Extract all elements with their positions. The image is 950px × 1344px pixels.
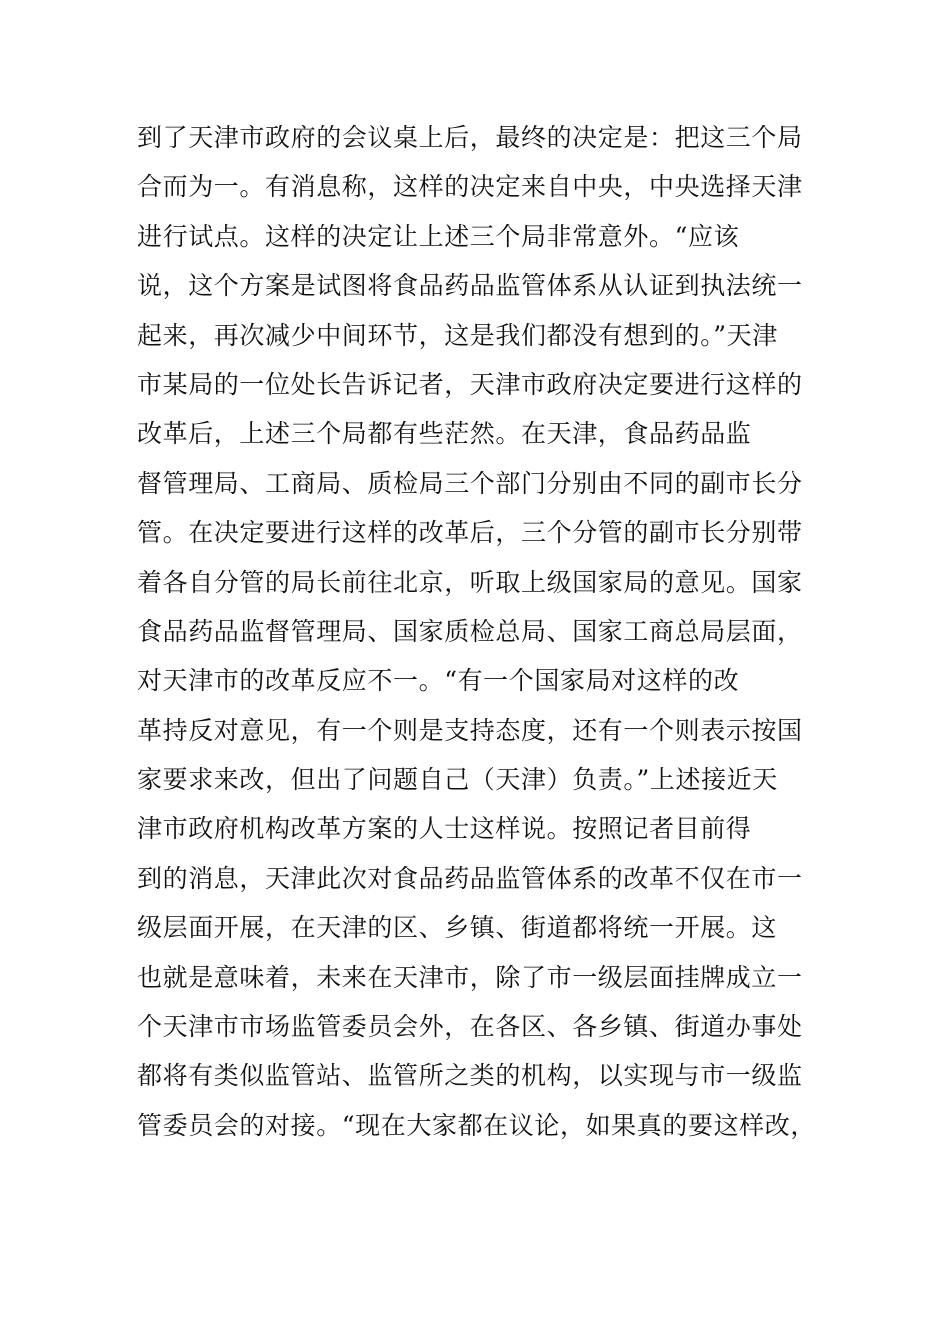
text-line: 进行试点。这样的决定让上述三个局非常意外。“应该 (137, 221, 740, 251)
text-line: 革持反对意见，有一个则是支持态度，还有一个则表示按国 (137, 715, 803, 745)
text-line: 督管理局、工商局、质检局三个部门分别由不同的副市长分 (137, 468, 803, 498)
text-line: 市某局的一位处长告诉记者，天津市政府决定要进行这样的 (137, 369, 803, 399)
text-line: 管。在决定要进行这样的改革后，三个分管的副市长分别带 (137, 518, 803, 548)
text-line: 对天津市的改革反应不一。“有一个国家局对这样的改 (137, 666, 740, 696)
text-line: 起来，再次减少中间环节，这是我们都没有想到的。”天津 (137, 320, 778, 350)
text-line: 津市政府机构改革方案的人士这样说。按照记者目前得 (137, 814, 752, 844)
text-line: 改革后，上述三个局都有些茫然。在天津，食品药品监 (137, 419, 752, 449)
text-line: 食品药品监督管理局、国家质检总局、国家工商总局层面， (137, 616, 803, 646)
text-line: 到的消息，天津此次对食品药品监管体系的改革不仅在市一 (137, 863, 803, 893)
text-line: 管委员会的对接。“现在大家都在议论，如果真的要这样改， (137, 1110, 816, 1140)
text-line: 着各自分管的局长前往北京，听取上级国家局的意见。国家 (137, 567, 803, 597)
text-line: 家要求来改，但出了问题自己（天津）负责。”上述接近天 (137, 765, 778, 795)
body-text (137, 113, 837, 1150)
text-line: 级层面开展，在天津的区、乡镇、街道都将统一开展。这 (137, 913, 778, 943)
text-line: 到了天津市政府的会议桌上后，最终的决定是：把这三个局 (137, 123, 803, 152)
text-line: 合而为一。有消息称，这样的决定来自中央，中央选择天津 (137, 172, 803, 202)
text-line: 个天津市市场监管委员会外，在各区、各乡镇、街道办事处 (137, 1012, 803, 1042)
text-line: 说，这个方案是试图将食品药品监管体系从认证到执法统一 (137, 271, 803, 301)
text-line: 也就是意味着，未来在天津市，除了市一级层面挂牌成立一 (137, 962, 803, 992)
text-line: 都将有类似监管站、监管所之类的机构，以实现与市一级监 (137, 1061, 803, 1091)
